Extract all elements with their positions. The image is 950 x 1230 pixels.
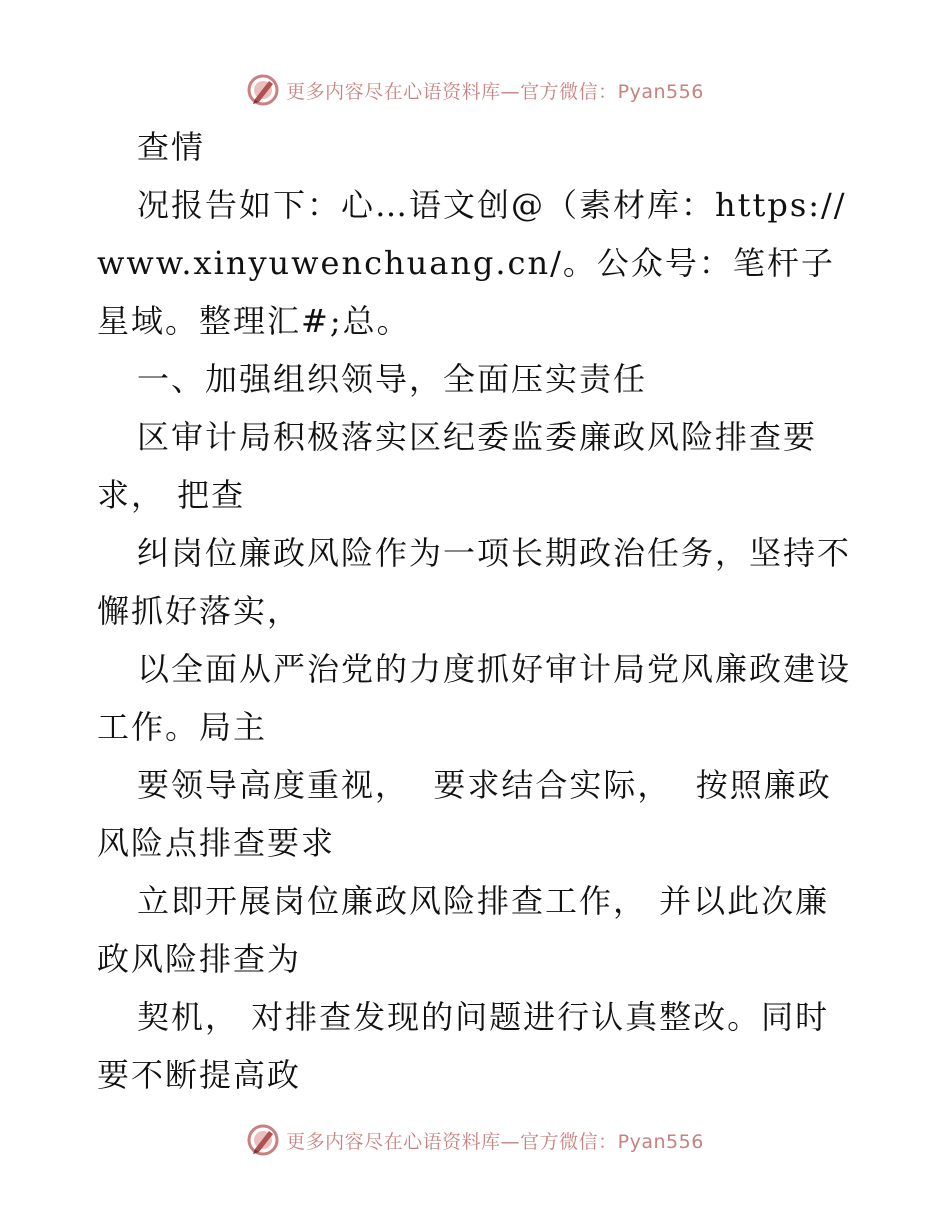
paragraph-8: 契机， 对排查发现的问题进行认真整改。同时要不断提高政 (97, 998, 830, 1094)
footer-watermark (0, 1120, 950, 1160)
paragraph-3: 区审计局积极落实区纪委监委廉政风险排查要求， 把查 (97, 418, 818, 514)
pen-nib-logo-icon (246, 1123, 280, 1157)
paragraph-5: 以全面从严治党的力度抓好审计局党风廉政建设工作。局主 (97, 650, 852, 746)
pen-nib-logo-icon (246, 73, 280, 107)
paragraph-1: 查情 (137, 128, 206, 166)
paragraph-2: 况报告如下：心…语文创@（素材库：https://www.xinyuwenchuang.cn/。公众号：笔杆子星域。整理汇#;总。 (97, 186, 847, 340)
watermark-text: 更多内容尽在心语资料库—官方微信：Pyan556 (286, 1130, 704, 1153)
document-body (97, 118, 857, 1104)
paragraph-7: 立即开展岗位廉政风险排查工作， 并以此次廉政风险排查为 (97, 882, 830, 978)
watermark-text: 更多内容尽在心语资料库—官方微信：Pyan556 (286, 80, 704, 103)
section-heading: 一、加强组织领导，全面压实责任 (137, 360, 648, 398)
paragraph-6: 要领导高度重视， 要求结合实际， 按照廉政风险点排查要求 (97, 766, 832, 862)
header-watermark (0, 70, 950, 110)
paragraph-4: 纠岗位廉政风险作为一项长期政治任务，坚持不懈抓好落实， (97, 534, 852, 630)
